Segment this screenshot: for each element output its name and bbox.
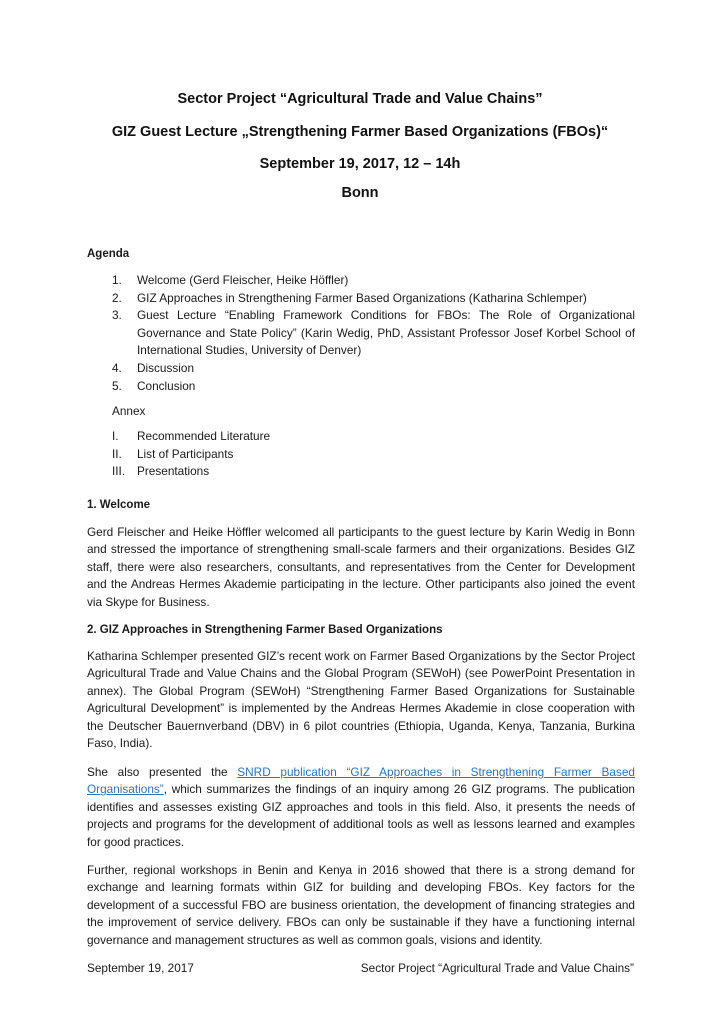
agenda-item-number: 3. — [112, 308, 122, 323]
event-location: Bonn — [341, 185, 379, 201]
annex-item — [87, 428, 635, 446]
agenda-list — [87, 272, 635, 395]
section-2-paragraph-3: Further, regional workshops in Benin and Kenya in 2016 showed that there is a strong demand for exchange and learning formats within GIZ for building and developing FBOs. Key factors for the development of a successful FBO are business orientation, the development of financing strategies and the improvement of service delivery. FBOs can only be sustainable if they have a functioning internal governance and management structures as well as common goals, visions and identity. — [87, 863, 635, 947]
agenda-item — [87, 290, 635, 308]
snrd-publication-link[interactable]: SNRD publication “GIZ Approaches in Strengthening Farmer Based Organisations” — [87, 765, 635, 797]
agenda-item — [87, 307, 635, 360]
annex-item-number: III. — [112, 464, 126, 479]
agenda-item — [87, 378, 635, 396]
agenda-item-text: Welcome (Gerd Fleischer, Heike Höffler) — [137, 273, 349, 287]
annex-item-text: List of Participants — [137, 446, 234, 461]
footer-project: Sector Project “Agricultural Trade and Value Chains” — [360, 961, 634, 975]
section-1-heading: 1. Welcome — [87, 499, 151, 511]
section-2-paragraph-2 — [87, 764, 635, 851]
agenda-item-text: Discussion — [137, 360, 195, 375]
agenda-item-text: GIZ Approaches in Strengthening Farmer Based Organizations (Katharina Schlemper) — [137, 290, 587, 305]
document-title: Sector Project “Agricultural Trade and Value Chains” — [177, 91, 543, 107]
paragraph-text: She also presented the — [87, 765, 238, 779]
agenda-item-number: 1. — [112, 273, 122, 287]
annex-item — [87, 446, 635, 464]
agenda-item-text: Guest Lecture “Enabling Framework Conditions for FBOs: The Role of Organizational Governance and State Policy” (Karin Wedig, PhD, Assistant Professor Josef Korbel School of International Studies, University of Denver) — [137, 308, 635, 358]
annex-item-text: Presentations — [137, 464, 210, 479]
annex-list — [87, 428, 635, 481]
section-1-paragraph: Gerd Fleischer and Heike Höffler welcomed all participants to the guest lecture by Karin Wedig in Bonn and stressed the importance of strengthening small-scale farmers and their organizations. Besides GIZ staff, there were also researchers, consultants, and representatives from the Center for Development and the Andreas Hermes Akademie participating in the lecture. Other participants also joined the event via Skype for Business. — [87, 525, 635, 609]
section-2-paragraph-1: Katharina Schlemper presented GIZ’s recent work on Farmer Based Organizations by the Sector Project Agricultural Trade and Value Chains and the Global Program (SEWoH) (see PowerPoint Presentation in annex). The Global Program (SEWoH) “Strengthening Farmer Based Organizations for Sustainable Agricultural Development” is implemented by the Andreas Hermes Akademie in close cooperation with the Deutscher Bauernverband (DBV) in 6 pilot countries (Ethiopia, Uganda, Kenya, Tanzania, Burkina Faso, India). — [87, 649, 635, 751]
annex-item-number: II. — [112, 446, 122, 461]
lecture-title: GIZ Guest Lecture „Strengthening Farmer Based Organizations (FBOs)“ — [111, 124, 609, 140]
agenda-item — [87, 360, 635, 378]
event-date: September 19, 2017, 12 – 14h — [259, 156, 461, 172]
annex-item — [87, 463, 635, 481]
agenda-item-number: 5. — [112, 378, 122, 393]
agenda-heading: Agenda — [87, 248, 130, 260]
agenda-item-number: 2. — [112, 290, 122, 305]
section-2-heading: 2. GIZ Approaches in Strengthening Farmer Based Organizations — [87, 624, 443, 636]
annex-item-number: I. — [112, 429, 119, 443]
agenda-item-text: Conclusion — [137, 378, 196, 393]
footer-date: September 19, 2017 — [87, 961, 194, 975]
agenda-item-number: 4. — [112, 360, 122, 375]
annex-item-text: Recommended Literature — [137, 429, 271, 443]
annex-heading: Annex — [112, 404, 146, 418]
agenda-item — [87, 272, 635, 290]
paragraph-text: , which summarizes the findings of an inquiry among 26 GIZ programs. The publication identifies and assesses existing GIZ approaches and tools in this field. Also, it presents the needs of projects and programs for the development of additional tools as well as lessons learned and examples for good practices. — [87, 782, 635, 849]
